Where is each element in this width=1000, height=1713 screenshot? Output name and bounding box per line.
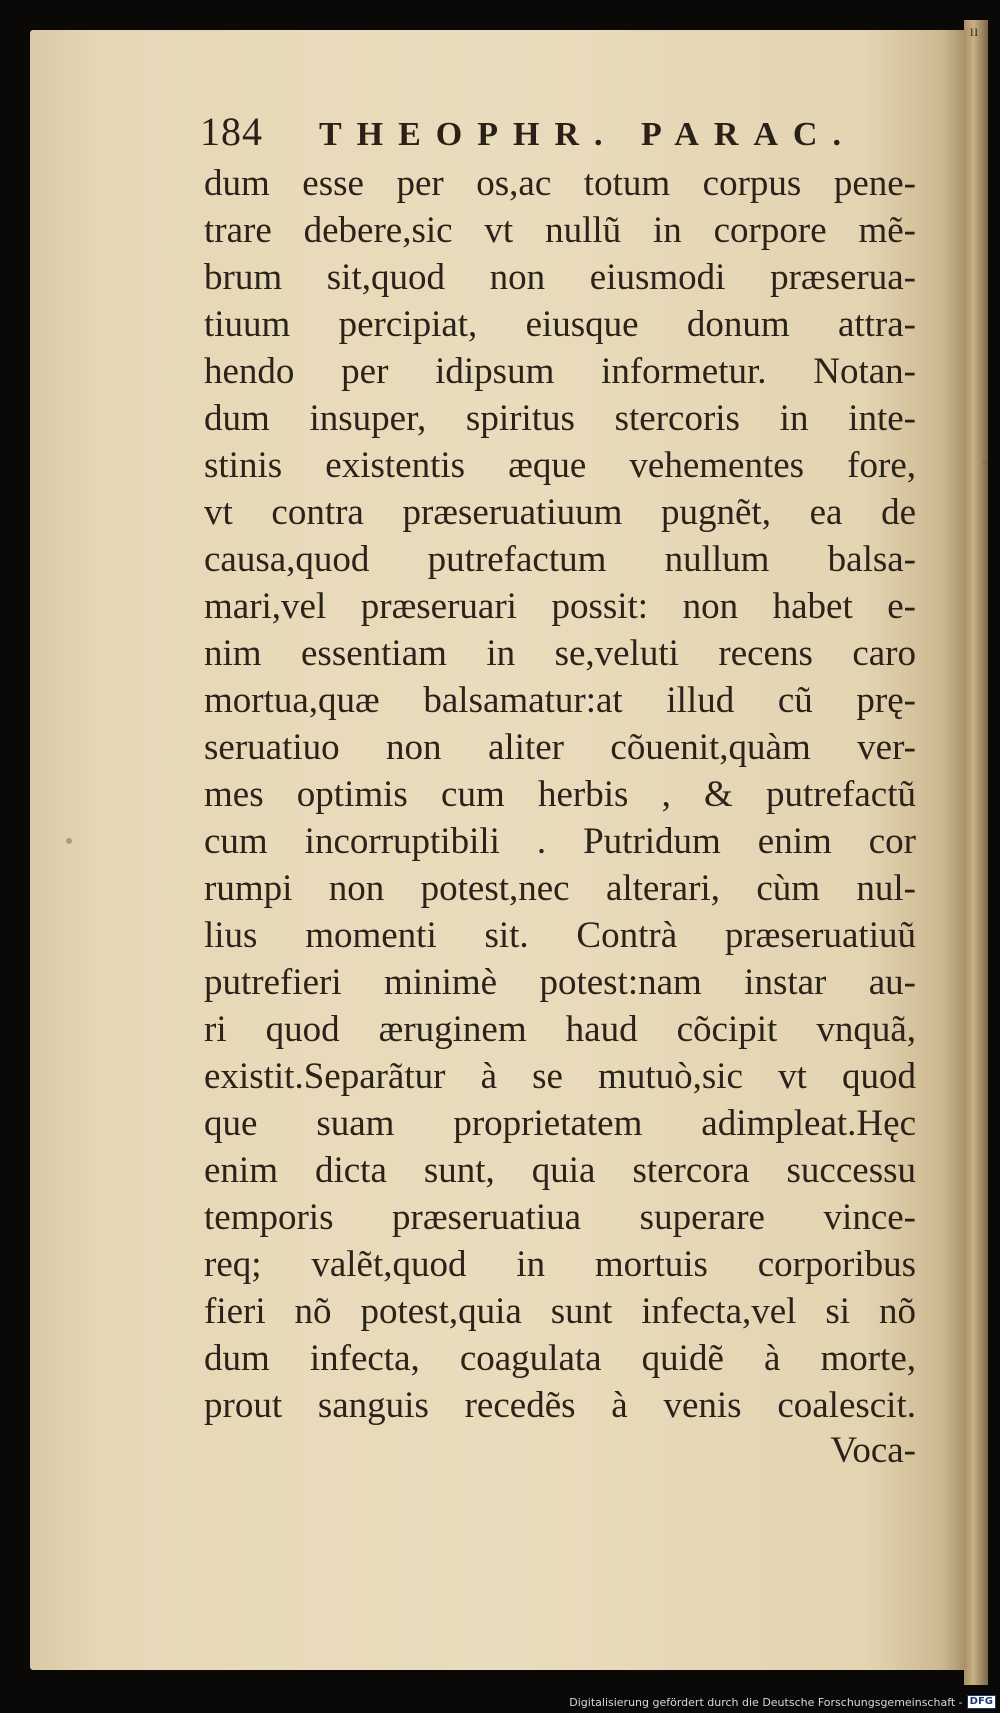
body-text: [204, 160, 916, 1429]
text-line: hendo per idipsum informetur. Notan-: [204, 351, 916, 392]
text-line: prout sanguis recedẽs à venis coalescit.: [204, 1385, 916, 1426]
text-line: que suam proprietatem adimpleat.Hęc: [204, 1103, 916, 1144]
text-line: ri quod æruginem haud cõcipit vnquã,: [204, 1009, 916, 1050]
text-line: dum infecta, coagulata quidẽ à morte,: [204, 1338, 916, 1379]
text-line: seruatiuo non aliter cõuenit,quàm ver-: [204, 727, 916, 768]
text-line: stinis existentis æque vehementes fore,: [204, 445, 916, 486]
text-line: mortua,quæ balsamatur:at illud cũ prę-: [204, 680, 916, 721]
paper-speck: [983, 460, 988, 465]
text-line: vt contra præseruatiuum pugnẽt, ea de: [204, 492, 916, 533]
text-line: fieri nõ potest,quia sunt infecta,vel si nõ: [204, 1291, 916, 1332]
text-line: req; valẽt,quod in mortuis corporibus: [204, 1244, 916, 1285]
text-line: causa,quod putrefactum nullum balsa-: [204, 539, 916, 580]
page-edge-mark: ıı: [969, 23, 979, 40]
text-line: existit.Separãtur à se mutuò,sic vt quod: [204, 1056, 916, 1097]
text-line: cum incorruptibili . Putridum enim cor: [204, 821, 916, 862]
page-edge: [964, 20, 988, 1685]
text-line: dum esse per os,ac totum corpus pene-: [204, 163, 916, 204]
text-line: nim essentiam in se,veluti recens caro: [204, 633, 916, 674]
text-line: dum insuper, spiritus stercoris in inte-: [204, 398, 916, 439]
text-line: tiuum percipiat, eiusque donum attra-: [204, 304, 916, 345]
text-line: brum sit,quod non eiusmodi præserua-: [204, 257, 916, 298]
digitization-footer: [560, 1693, 996, 1711]
text-line: putrefieri minimè potest:nam instar au-: [204, 962, 916, 1003]
dfg-logo: DFG: [967, 1695, 996, 1709]
text-line: lius momenti sit. Contrà præseruatiuũ: [204, 915, 916, 956]
footer-credit: Digitalisierung gefördert durch die Deutsche Forschungsgemeinschaft -: [569, 1695, 963, 1709]
page-number: 184: [200, 109, 263, 154]
text-line: temporis præseruatiua superare vince-: [204, 1197, 916, 1238]
page-header: [200, 108, 920, 160]
catchword: Voca-: [830, 1430, 916, 1471]
paper-speck: [66, 838, 72, 844]
text-line: enim dicta sunt, quia stercora successu: [204, 1150, 916, 1191]
text-line: rumpi non potest,nec alterari, cùm nul-: [204, 868, 916, 909]
running-head: THEOPHR. PARAC.: [319, 116, 856, 153]
text-line: mes optimis cum herbis , & putrefactũ: [204, 774, 916, 815]
text-line: trare debere,sic vt nullũ in corpore mẽ-: [204, 210, 916, 251]
text-line: mari,vel præseruari possit: non habet e-: [204, 586, 916, 627]
